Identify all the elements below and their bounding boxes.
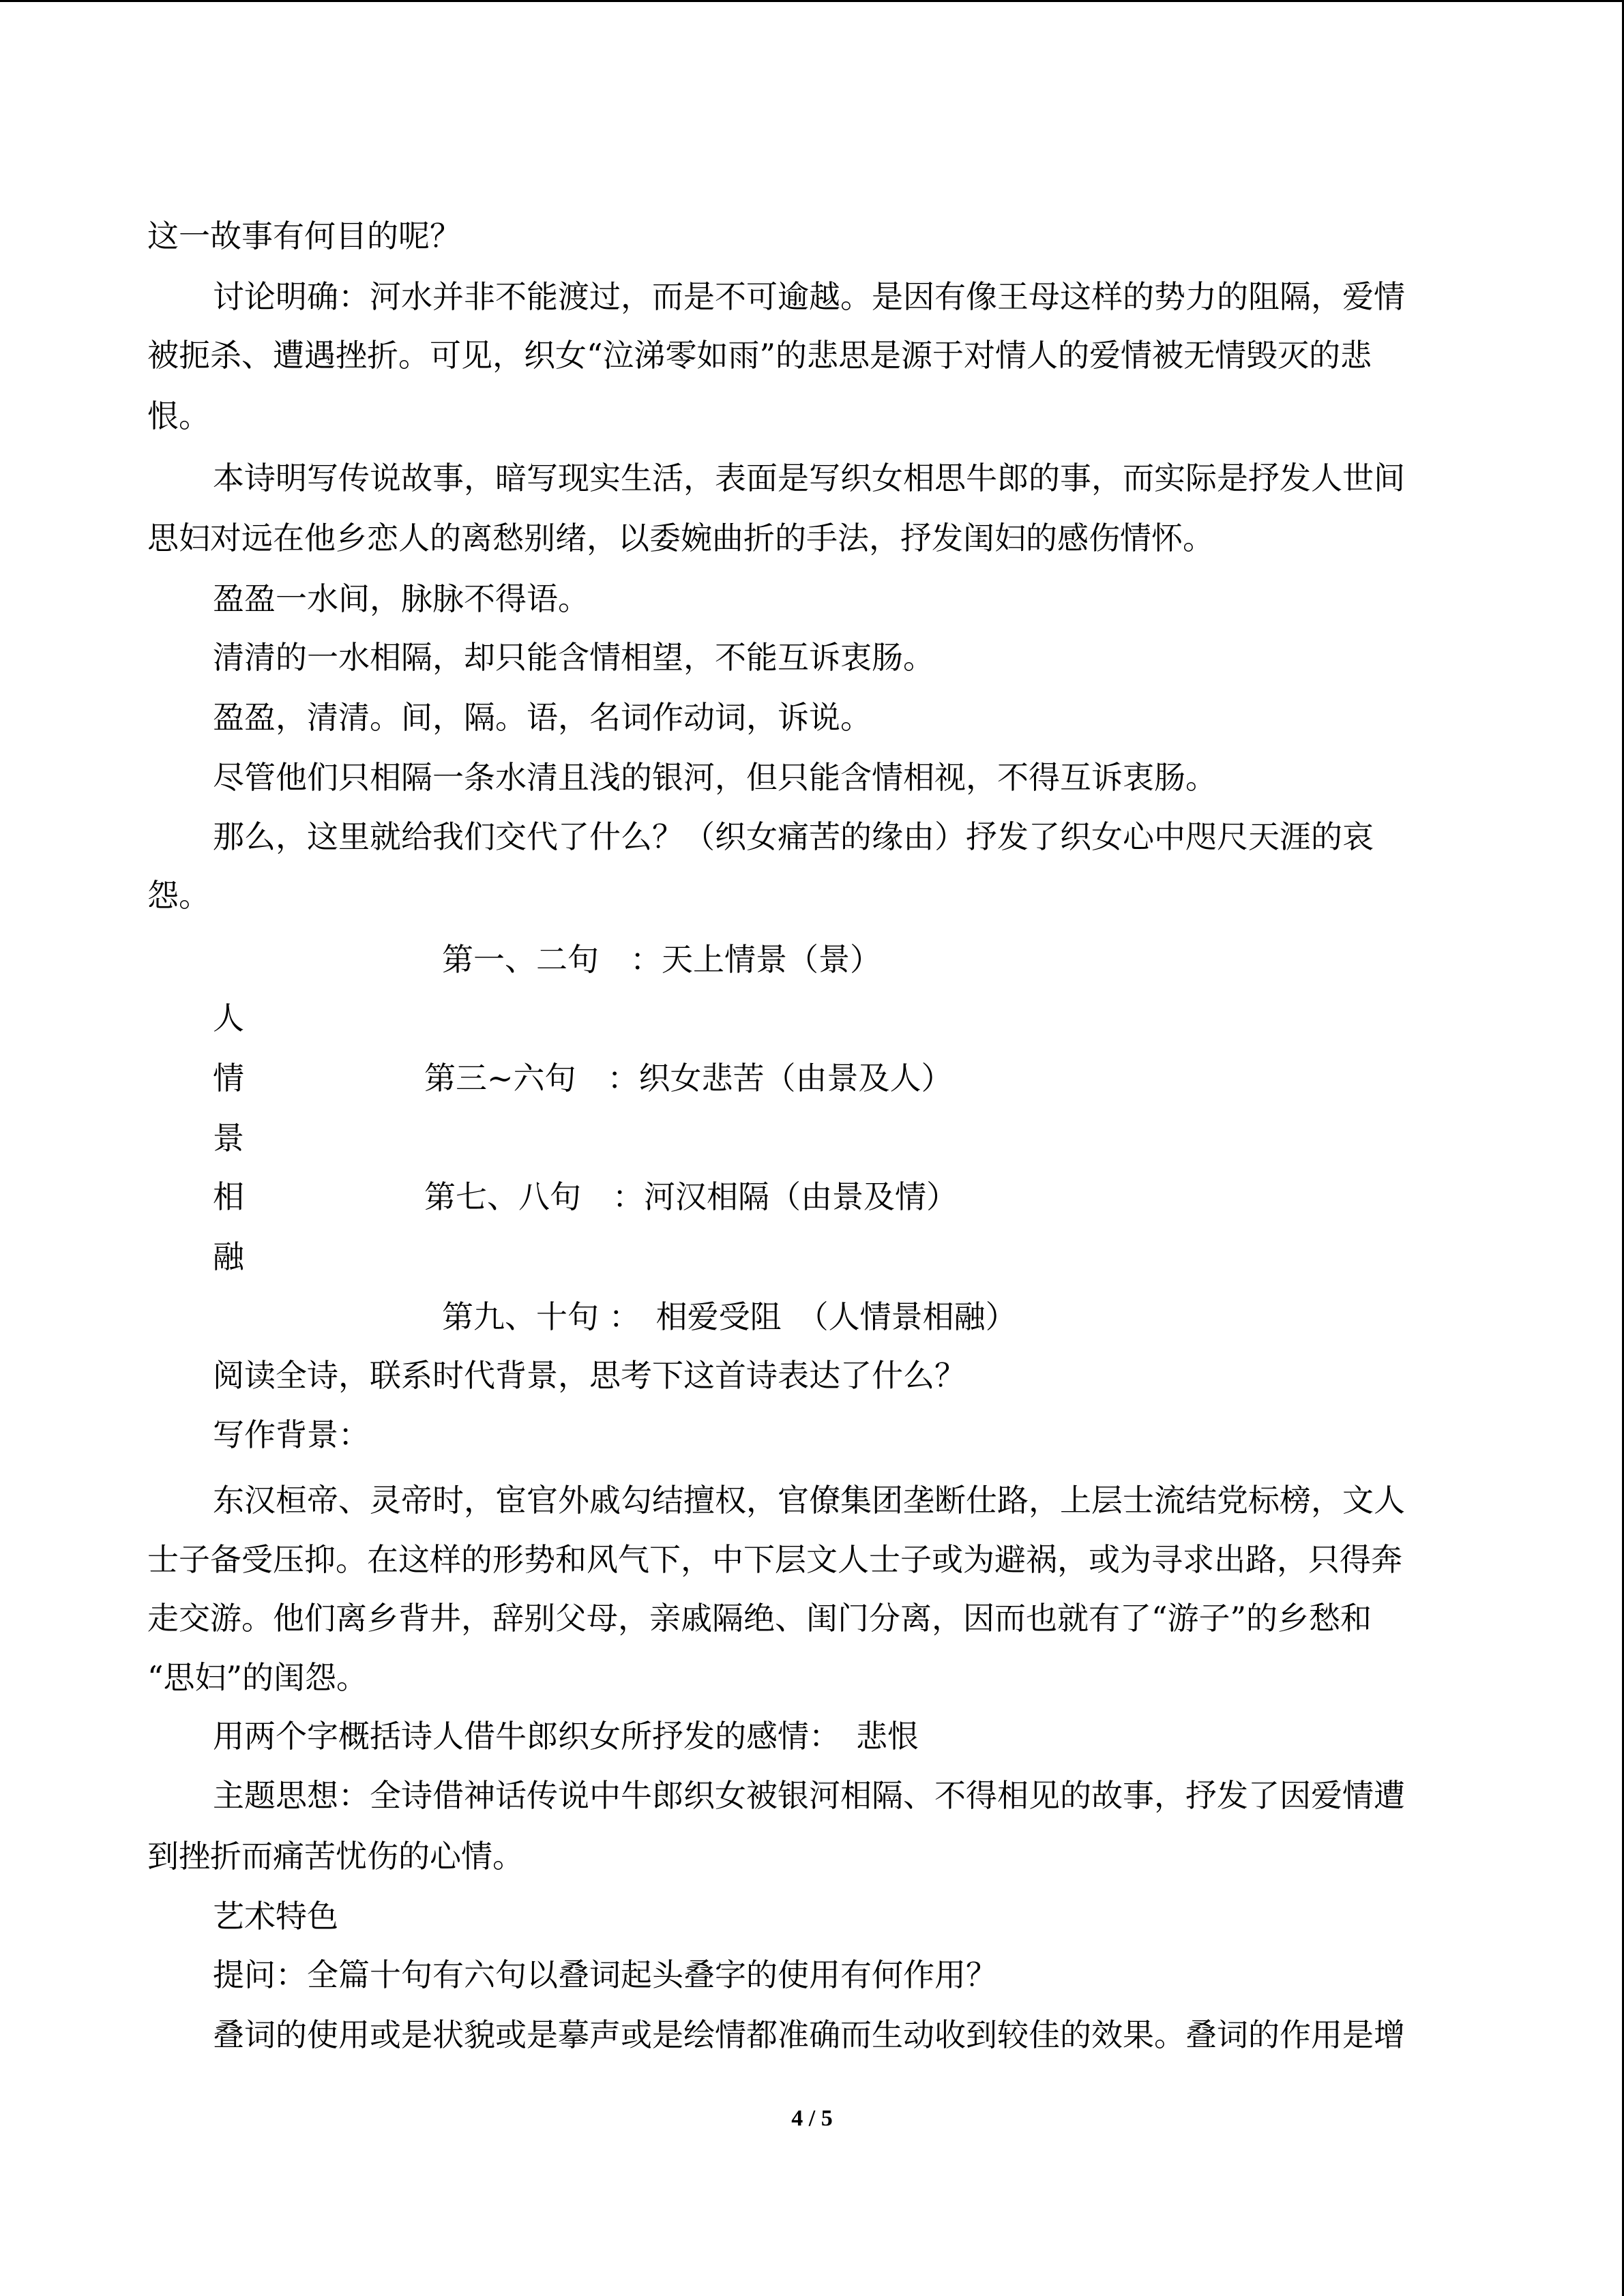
- paragraph-line: 到挫折而痛苦忧伤的心情。: [147, 1838, 524, 1875]
- paragraph-line: 思妇对远在他乡恋人的离愁别绪，以委婉曲折的手法，抒发闺妇的感伤情怀。: [147, 520, 1214, 556]
- paragraph-line: 盈盈，清清。间，隔。语，名词作动词，诉说。: [213, 699, 872, 736]
- paragraph-line: 走交游。他们离乡背井，辞别父母，亲戚隔绝、闺门分离，因而也就有了“游子”的乡愁和: [147, 1600, 1372, 1637]
- paragraph-line: 恨。: [147, 398, 210, 434]
- paragraph-line: 士子备受压抑。在这样的形势和风气下，中下层文人士子或为避祸，或为寻求出路，只得奔: [147, 1541, 1402, 1578]
- paragraph-line: 写作背景：: [213, 1416, 370, 1453]
- outline-row: 第三~六句 ：织女悲苦（由景及人）: [424, 1060, 953, 1097]
- paragraph-line: 被扼杀、遭遇挫折。可见，织女“泣涕零如雨”的悲思是源于对情人的爱情被无情毁灭的悲: [147, 337, 1372, 374]
- paragraph-line: 主题思想：全诗借神话传说中牛郎织女被银河相隔、不得相见的故事，抒发了因爱情遭: [213, 1777, 1405, 1814]
- paragraph-line: 叠词的使用或是状貌或是摹声或是绘情都准确而生动收到较佳的效果。叠词的作用是增: [213, 2016, 1405, 2053]
- paragraph-line: 盈盈一水间，脉脉不得语。: [213, 580, 589, 617]
- page-number: 4 / 5: [791, 2106, 833, 2131]
- paragraph-line: 东汉桓帝、灵帝时，宦官外戚勾结擅权，官僚集团垄断仕路，上层士流结党标榜，文人: [213, 1482, 1405, 1519]
- paragraph-line: “思妇”的闺怨。: [147, 1659, 368, 1696]
- outline-side-char: 景: [213, 1120, 244, 1157]
- outline-side-char: 人: [213, 1000, 244, 1037]
- outline-row: 第九、十句 ： 相爱受阻 （人情景相融）: [442, 1298, 1017, 1335]
- paragraph-line: 提问：全篇十句有六句以叠词起头叠字的使用有何作用？: [213, 1956, 997, 1993]
- paragraph-line: 讨论明确：河水并非不能渡过，而是不可逾越。是因有像王母这样的势力的阻隔，爱情: [213, 278, 1405, 315]
- paragraph-line: 那么，这里就给我们交代了什么？（织女痛苦的缘由）抒发了织女心中咫尺天涯的哀: [213, 818, 1374, 855]
- outline-side-char: 情: [213, 1060, 244, 1097]
- outline-row: 第七、八句 ：河汉相隔（由景及情）: [424, 1178, 958, 1215]
- outline-row: 第一、二句 ：天上情景（景）: [442, 941, 881, 978]
- paragraph-line: 尽管他们只相隔一条水清且浅的银河，但只能含情相视，不得互诉衷肠。: [213, 759, 1217, 796]
- paragraph-line: 阅读全诗，联系时代背景，思考下这首诗表达了什么？: [213, 1357, 966, 1394]
- paragraph-line: 用两个字概括诗人借牛郎织女所抒发的感情： 悲恨: [213, 1718, 919, 1755]
- paragraph-line: 怨。: [147, 877, 210, 914]
- outline-side-char: 相: [213, 1178, 244, 1215]
- paragraph-line: 清清的一水相隔，却只能含情相望，不能互诉衷肠。: [213, 639, 934, 676]
- paragraph-line: 艺术特色: [213, 1898, 338, 1935]
- outline-side-char: 融: [213, 1238, 244, 1275]
- paragraph-line: 这一故事有何目的呢？: [147, 218, 461, 254]
- paragraph-line: 本诗明写传说故事，暗写现实生活，表面是写织女相思牛郎的事，而实际是抒发人世间: [213, 460, 1405, 496]
